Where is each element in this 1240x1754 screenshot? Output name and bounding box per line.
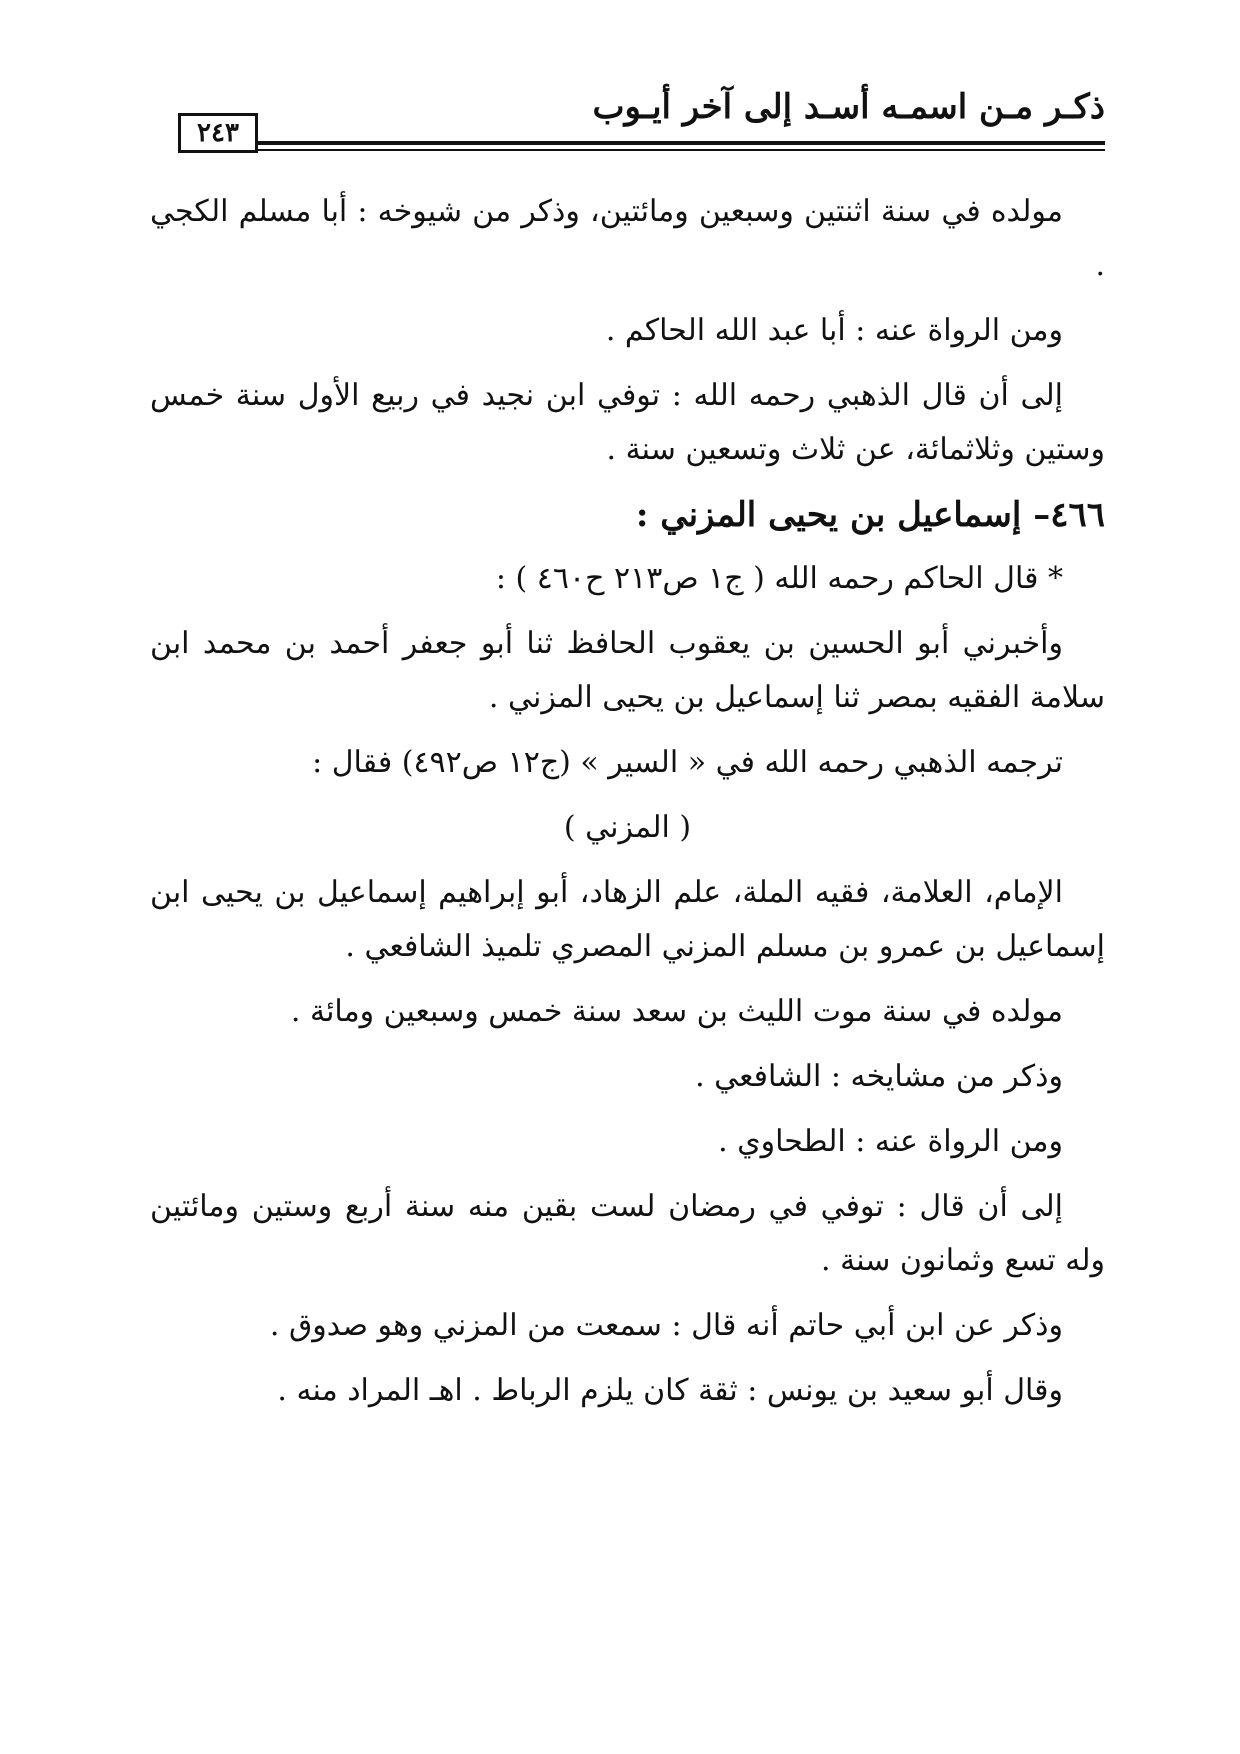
paragraph: ترجمه الذهبي رحمه الله في « السير » (ج١٢ ص٤٩٢) فقال :: [312, 745, 1063, 780]
running-title: ذكـر مـن اسمـه أسـد إلى آخر أيـوب: [592, 87, 1105, 127]
paragraph: الإمام، العلامة، فقيه الملة، علم الزهاد، أبو إبراهيم إسماعيل بن يحيى ابن إسماعيل بن عمرو بن مسلم المزني المصري تلميذ الشافعي .: [150, 875, 1105, 964]
page-header: [150, 75, 1105, 165]
entry-heading: ٤٦٦– إسماعيل بن يحيى المزني :: [635, 495, 1105, 535]
centered-subtitle: ( المزني ): [563, 810, 692, 845]
paragraph: وقال أبو سعيد بن يونس : ثقة كان يلزم الرباط . اهـ المراد منه .: [277, 1373, 1063, 1408]
header-rule-thin: [258, 149, 1105, 151]
paragraph: وأخبرني أبو الحسين بن يعقوب الحافظ ثنا أبو جعفر أحمد بن محمد ابن سلامة الفقيه بمصر ثنا إسماعيل بن يحيى المزني .: [150, 626, 1105, 715]
page-number: ٢٤٣: [178, 113, 258, 153]
paragraph: إلى أن قال : توفي في رمضان لست بقين منه سنة أربع وستين ومائتين وله تسع وثمانون سنة .: [150, 1189, 1105, 1278]
paragraph: ومن الرواة عنه : الطحاوي .: [718, 1124, 1063, 1159]
paragraph: مولده في سنة اثنتين وسبعين ومائتين، وذكر من شيوخه : أبا مسلم الكجي .: [150, 194, 1105, 283]
paragraph: * قال الحاكم رحمه الله ( ج١ ص٢١٣ ح٤٦٠ ) :: [495, 561, 1063, 596]
body-text: [150, 185, 1105, 1429]
paragraph: ومن الرواة عنه : أبا عبد الله الحاكم .: [605, 313, 1063, 348]
paragraph: إلى أن قال الذهبي رحمه الله : توفي ابن نجيد في ربيع الأول سنة خمس وستين وثلاثمائة، عن ثلاث وتسعين سنة .: [150, 378, 1105, 467]
paragraph: وذكر عن ابن أبي حاتم أنه قال : سمعت من المزني وهو صدوق .: [269, 1308, 1063, 1343]
header-rule-thick: [258, 141, 1105, 145]
paragraph: مولده في سنة موت الليث بن سعد سنة خمس وسبعين ومائة .: [290, 994, 1063, 1029]
paragraph: وذكر من مشايخه : الشافعي .: [695, 1059, 1063, 1094]
